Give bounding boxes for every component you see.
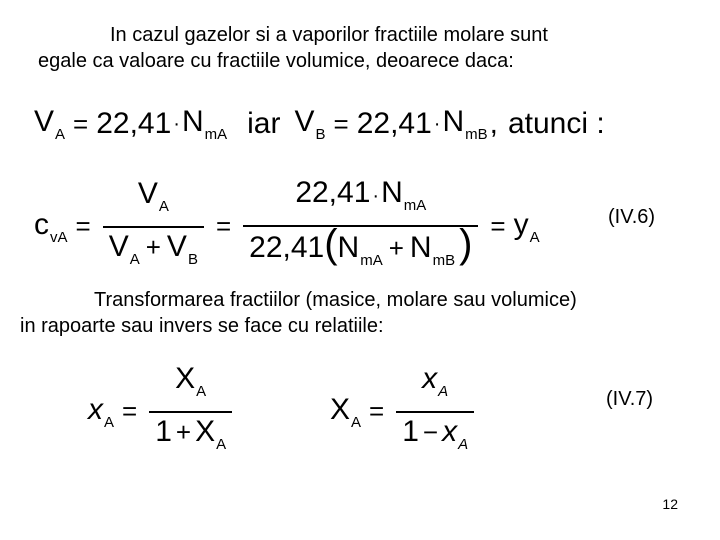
denominator: $1 + X_A$ <box>155 414 227 453</box>
fraction-x-over-one-minus-x <box>396 362 474 462</box>
equation-label-iv6: (IV.6) <box>608 206 656 228</box>
equals-sign: = <box>333 108 349 139</box>
denominator: $1 - x_A$ <box>402 414 469 453</box>
transform-line-2: in rapoarte sau invers se face cu relatiile: <box>20 315 384 337</box>
numerator: $x_A$ <box>422 362 449 400</box>
equals-sign: = <box>73 108 89 139</box>
xa-lower-symbol: $x_A$ <box>88 392 115 431</box>
nmb-symbol: $N_{mB}$ <box>442 105 488 143</box>
equation-iv6 <box>34 176 540 278</box>
equation-iv7-left <box>88 362 236 462</box>
equals-sign: = <box>215 211 232 242</box>
nma-symbol: $N_{mA}$ <box>181 105 228 143</box>
vb-symbol: $V_B$ <box>294 105 326 143</box>
atunci-word: atunci : <box>507 107 605 140</box>
equation-iv7-right <box>330 362 478 462</box>
transform-line-1: Transformarea fractiilor (masice, molare sau volumice) <box>94 289 577 311</box>
transform-paragraph <box>20 287 700 339</box>
cva-symbol: $c_{vA}$ <box>34 207 68 246</box>
equals-sign: = <box>122 396 138 427</box>
xa-upper-symbol: $X_A$ <box>330 392 362 431</box>
denominator: $22,41(N_{mA} + N_{mB}$ ) <box>249 221 473 269</box>
fraction-expanded <box>243 176 478 278</box>
intro-line-1: In cazul gazelor si a vaporilor fractiile molare sunt <box>110 24 548 46</box>
intro-line-2: egale ca valoare cu fractiile volumice, deoarece daca: <box>38 50 514 72</box>
va-symbol: $V_A$ <box>34 105 66 143</box>
coefficient: 22,41 <box>356 107 432 140</box>
numerator: $V_A$ <box>137 177 169 215</box>
intro-paragraph <box>38 22 678 74</box>
ya-symbol: $y_A$ <box>513 207 540 246</box>
comma: , <box>489 107 498 140</box>
iar-word: iar <box>247 107 281 140</box>
denominator: $V_A + V_B$ <box>108 229 198 268</box>
equals-sign: = <box>490 211 506 242</box>
fraction-x-over-one-plus-x <box>149 362 232 462</box>
equals-sign: = <box>369 396 385 427</box>
page-number: 12 <box>662 496 678 512</box>
multiplication-dot: · <box>433 112 441 135</box>
equation-va-vb <box>34 105 605 143</box>
equation-label-iv7: (IV.7) <box>606 388 654 410</box>
multiplication-dot: · <box>173 112 180 135</box>
numerator: $X_A$ <box>175 362 207 400</box>
equals-sign: = <box>75 211 91 242</box>
coefficient: 22,41 <box>96 107 172 140</box>
fraction-va-over-sum <box>103 177 204 277</box>
numerator: $22,41 \cdot N_{mA}$ <box>295 176 427 214</box>
